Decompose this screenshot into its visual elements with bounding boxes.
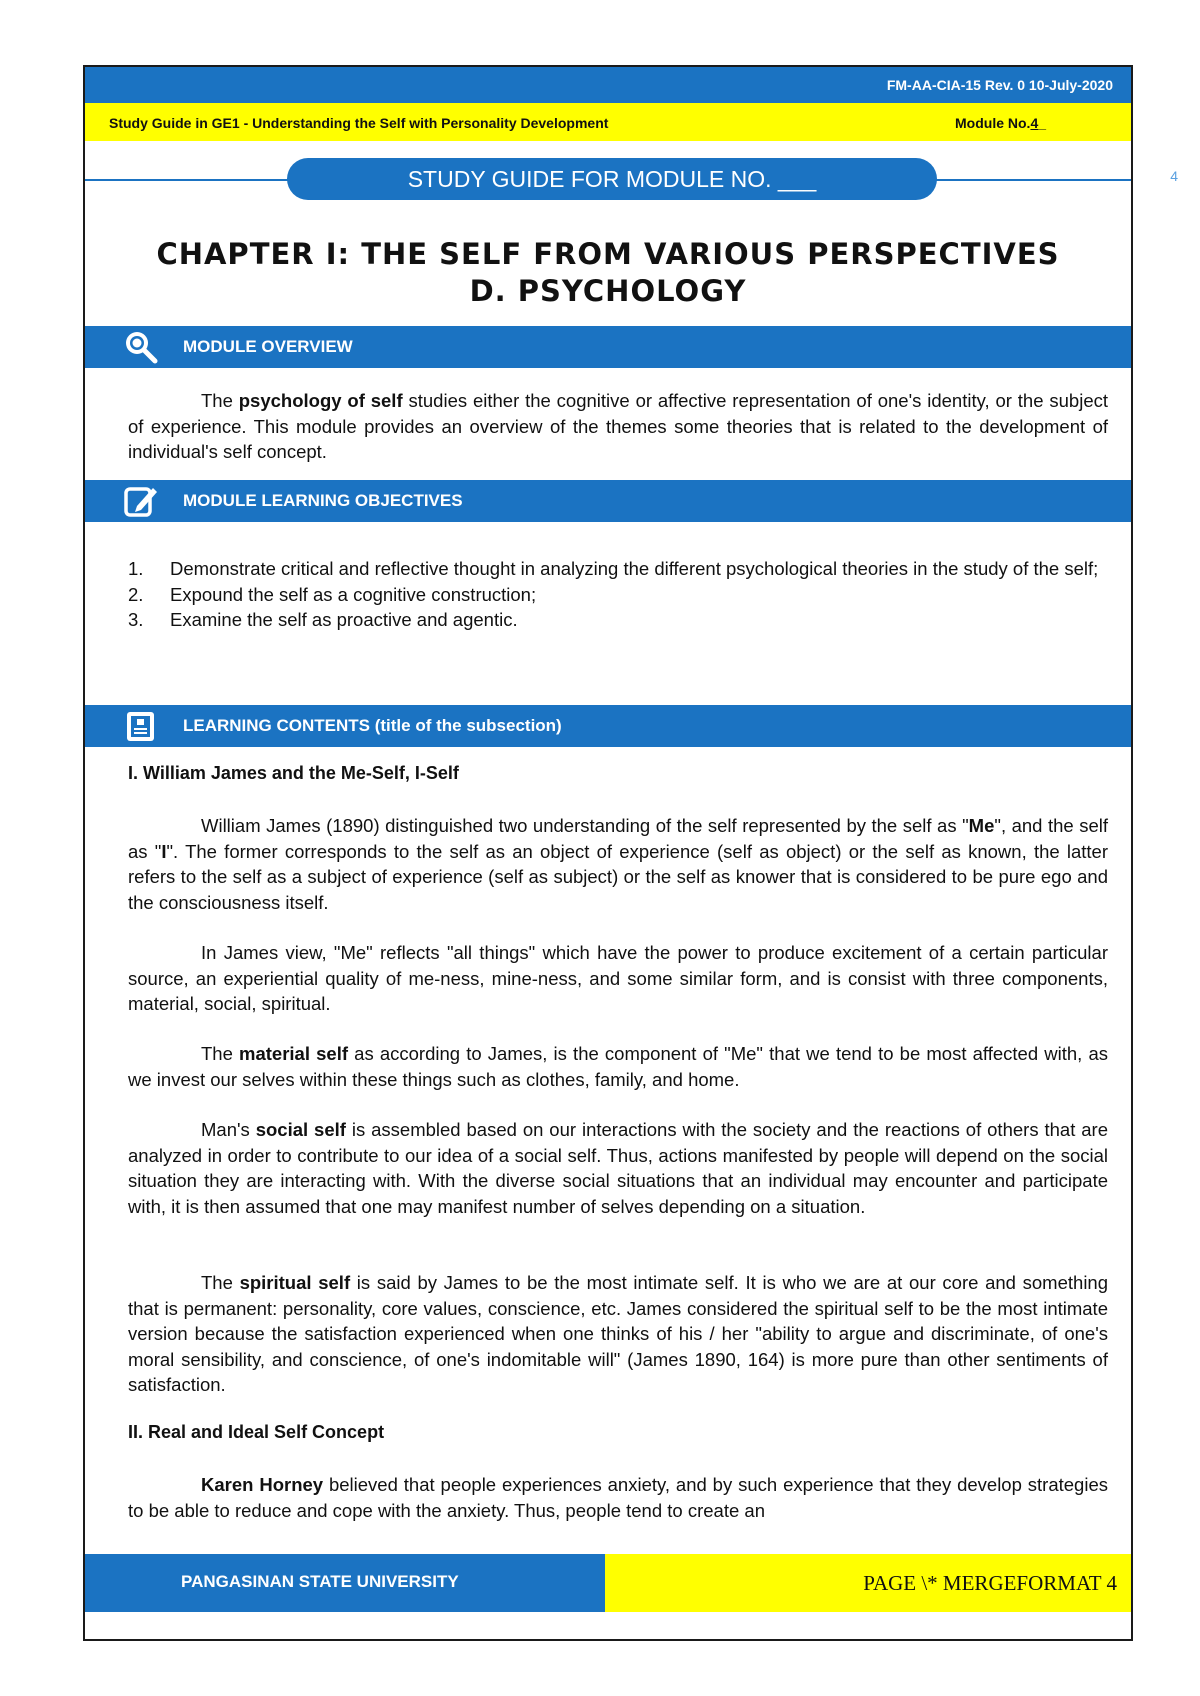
banner-page-number: 4 [1170, 168, 1178, 184]
subheader-bar [85, 103, 1131, 141]
university-name: PANGASINAN STATE UNIVERSITY [181, 1572, 459, 1591]
section-bar-overview [85, 326, 1131, 368]
footer-university-bar [85, 1554, 605, 1612]
section-bar-contents [85, 705, 1131, 747]
paragraph-spiritual-self: The spiritual self is said by James to be the most intimate self. It is who we are at our core and something that is permanent: personality, core values, conscience, etc. James considered the spiritual self to be the most intimate version because the satisfaction experienced when one thinks of his / her "ability to argue and discriminate, of one's moral sensibility, and conscience, of one's indomitable will" (James 1890, 164) is more pure than other sentiments of satisfaction. [128, 1272, 1109, 1395]
magnifier-icon [123, 330, 159, 364]
section-label-overview: MODULE OVERVIEW [183, 337, 353, 356]
heading-william-james: I. William James and the Me-Self, I-Self [128, 763, 459, 783]
heading-real-ideal-self: II. Real and Ideal Self Concept [128, 1422, 385, 1442]
document-icon [123, 709, 159, 743]
module-number: Module No.4_ [955, 115, 1047, 131]
paragraph-james-view: In James view, "Me" reflects "all things" which have the power to produce excitement of a certain particular source, an experiential quality of me-ness, mine-ness, and some similar form, and is consist with three components, material, social, spiritual. [128, 942, 1108, 1014]
pencil-note-icon [123, 484, 159, 518]
paragraph-karen-horney: Karen Horney believed that people experiences anxiety, and by such experience that they develop strategies to be able to reduce and cope with the anxiety. Thus, people tend to create an [128, 1474, 1108, 1521]
chapter-title [85, 236, 1131, 310]
chapter-line-2: D. PSYCHOLOGY [469, 274, 747, 308]
objectives-list [128, 556, 1108, 633]
section-bar-objectives [85, 480, 1131, 522]
overview-paragraph: The psychology of self studies either the cognitive or affective representation of one's identity, or the subject of experience. This module provides an overview of the themes some theories that is related to the development of individual's self concept. [128, 390, 1108, 462]
page-field: PAGE \* MERGEFORMAT 4 [863, 1571, 1117, 1595]
header-bar [85, 67, 1131, 103]
section-label-contents: LEARNING CONTENTS (title of the subsection) [183, 716, 562, 735]
list-item: 3. Examine the self as proactive and agentic. [128, 609, 518, 630]
chapter-line-1: CHAPTER I: THE SELF FROM VARIOUS PERSPECTIVES [156, 237, 1060, 271]
form-code: FM-AA-CIA-15 Rev. 0 10-July-2020 [886, 77, 1113, 93]
paragraph-social-self: Man's social self is assembled based on our interactions with the society and the reactions of others that are analyzed in order to contribute to our idea of a social self. Thus, actions manifested by people will depend on the social situation they are interacting with. With the diverse social situations that an individual may encounter and participate with, it is then assumed that one may manifest number of selves depending on a situation. [128, 1119, 1108, 1217]
guide-title: Study Guide in GE1 - Understanding the Self with Personality Development [109, 115, 609, 131]
module-banner: STUDY GUIDE FOR MODULE NO. ___ [287, 158, 937, 200]
paragraph-me-i-self: William James (1890) distinguished two understanding of the self represented by the self as "Me", and the self as "I". The former corresponds to the self as an object of experience (self as object) or the self as known, the latter refers to the self as a subject of experience (self as subject) or the self as knower that is considered to be pure ego and the consciousness itself. [128, 815, 1109, 913]
list-item: 1. Demonstrate critical and reflective thought in analyzing the different psychological theories in the study of the self; [128, 558, 1099, 579]
paragraph-material-self: The material self as according to James, is the component of "Me" that we tend to be most affected with, as we invest our selves within these things such as clothes, family, and home. [128, 1043, 1108, 1090]
list-item: 2. Expound the self as a cognitive construction; [128, 583, 537, 605]
section-label-objectives: MODULE LEARNING OBJECTIVES [183, 491, 463, 510]
footer-page-bar [605, 1554, 1131, 1612]
